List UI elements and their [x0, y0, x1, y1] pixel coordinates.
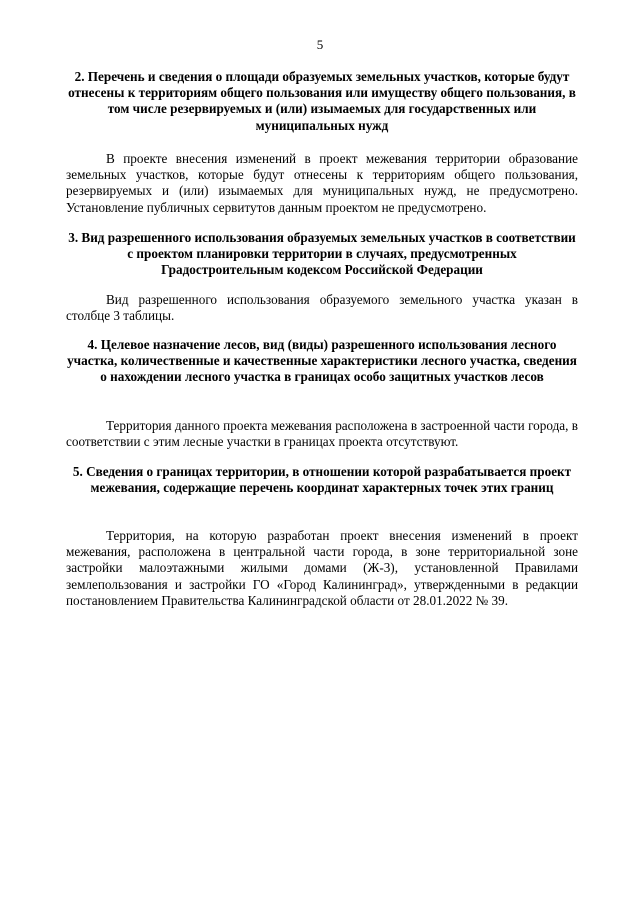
section-4-heading: 4. Целевое назначение лесов, вид (виды) разрешенного использования лесного участка, количественные и качественные характеристики лесного участка, сведения о нахождении лесного участка в границах особо защитных участков лесов: [67, 337, 577, 385]
section-3-heading: 3. Вид разрешенного использования образуемых земельных участков в соответствии с проектом планировки территории в случаях, предусмотренных Градостроительным кодексом Российской Федерации: [68, 230, 576, 278]
section-5-heading: 5. Сведения о границах территории, в отношении которой разрабатывается проект межевания, содержащие перечень координат характерных точек этих границ: [72, 464, 572, 496]
page-number: 5: [316, 37, 324, 52]
section-3-text: Вид разрешенного использования образуемого земельного участка указан в столбце 3 таблицы.: [66, 292, 578, 324]
section-2-heading: 2. Перечень и сведения о площади образуемых земельных участков, которые будут отнесены к территориям общего пользования или имуществу общего пользования, в том числе резервируемых и (или) изымаемых для государственных или муниципальных нужд: [68, 69, 576, 133]
section-4-text: Территория данного проекта межевания расположена в застроенной части города, в соответствии с этим лесные участки в границах проекта отсутствуют.: [66, 418, 578, 450]
section-2-text: В проекте внесения изменений в проект межевания территории образование земельных участков, которые будут отнесены к территориям общего пользования, резервируемых и (или) изымаемых для муниципальных нужд, не предусмотрено. Установление публичных сервитутов данным проектом не предусмотрено.: [66, 151, 578, 215]
section-5-text: Территория, на которую разработан проект внесения изменений в проект межевания, расположена в центральной части города, в зоне территориальной зоне застройки малоэтажными жилыми домами (Ж-3), установленной Правилами землепользования и застройки ГО «Город Калининград», утвержденными в редакции постановлением Правительства Калининградской области от 28.01.2022 № 39.: [66, 528, 578, 608]
